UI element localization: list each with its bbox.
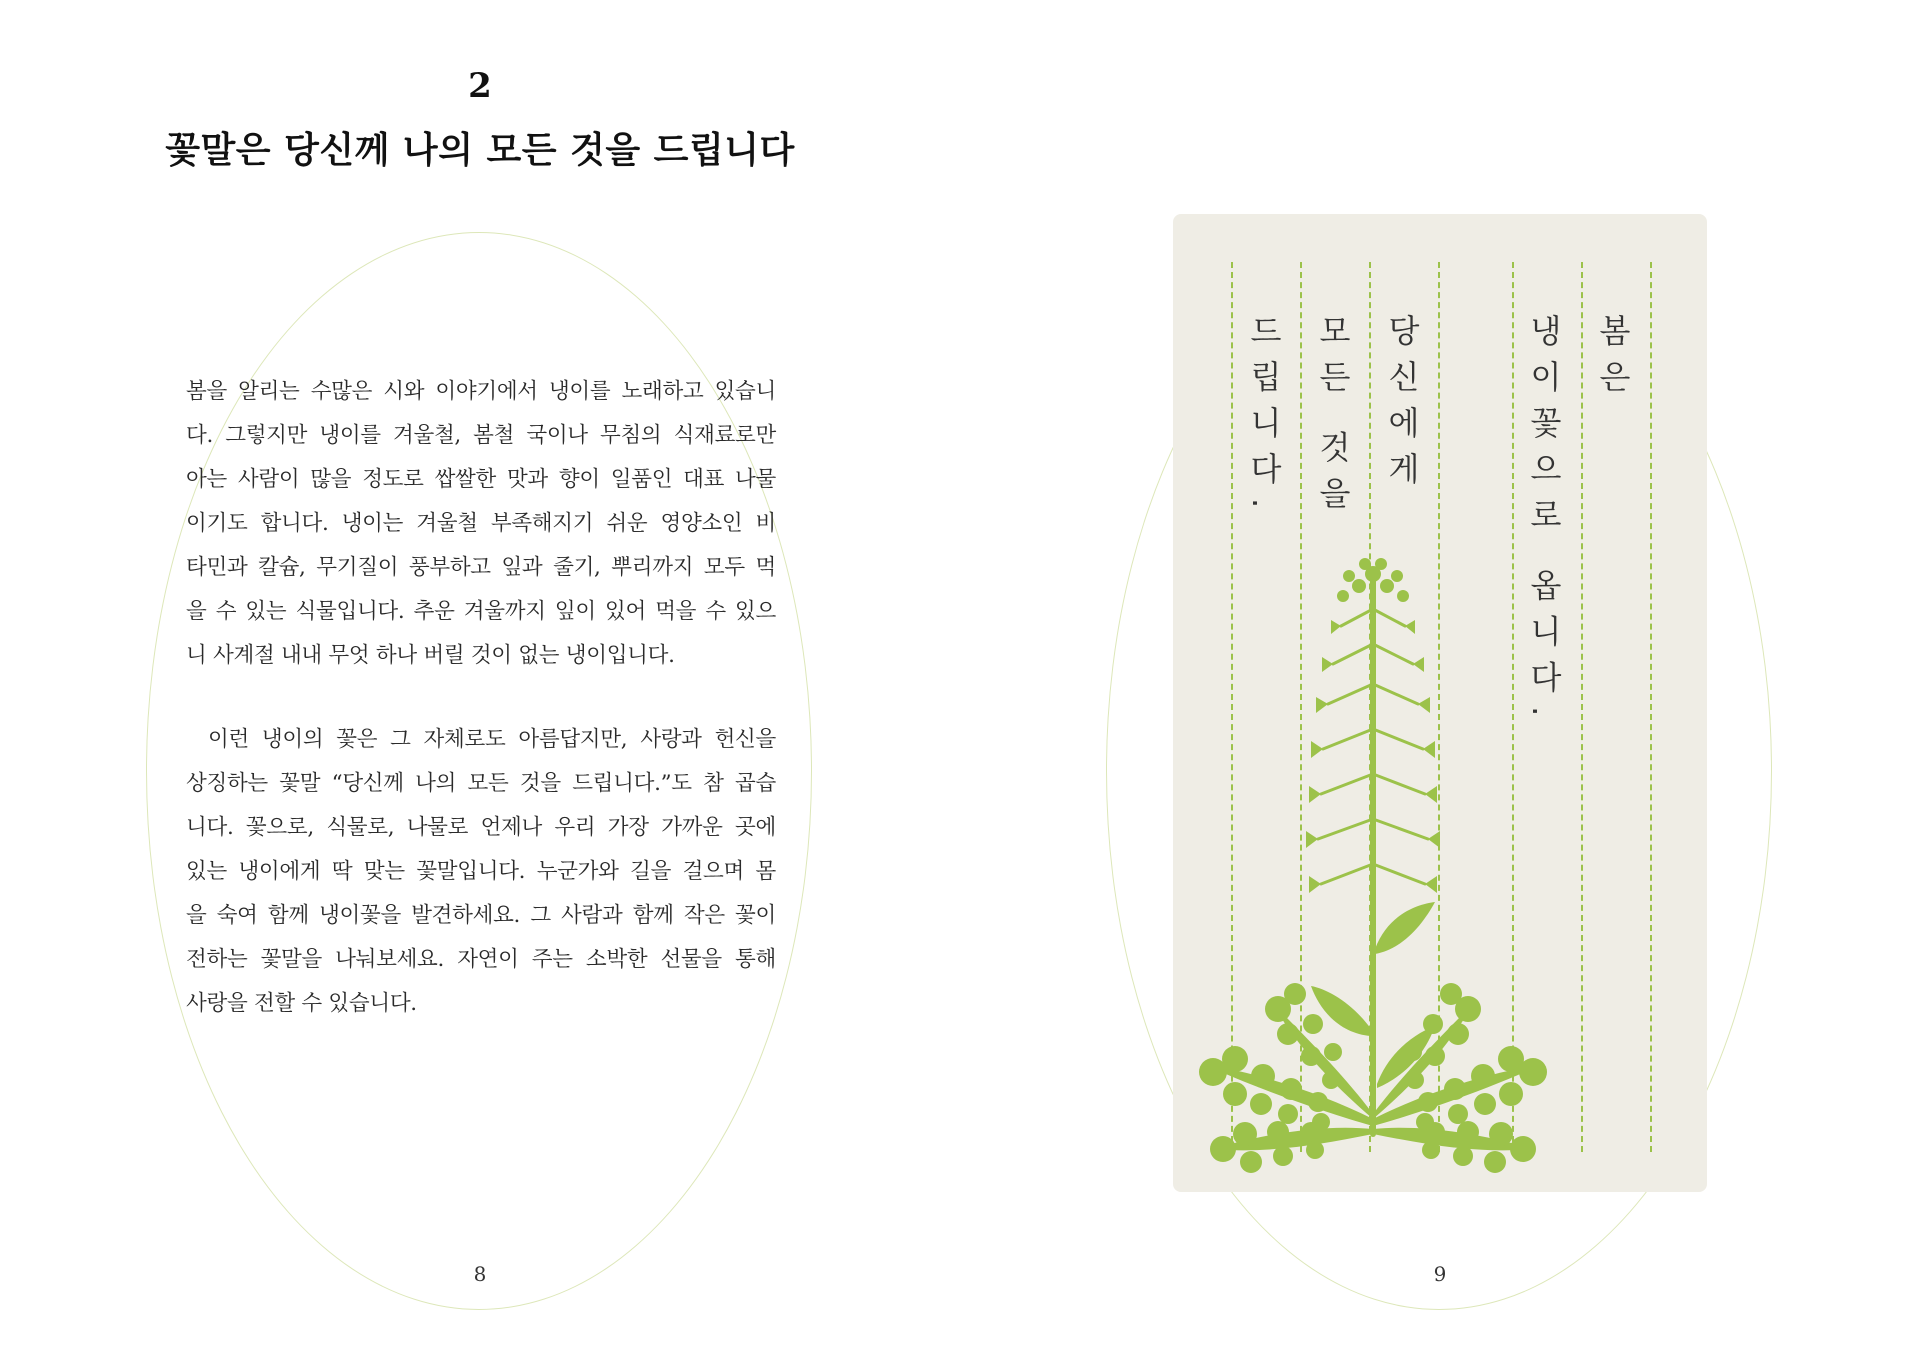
paragraph1-line: 봄을 알리는 수많은 시와 이야기에서 냉이를 노래하고 있습니 xyxy=(186,379,776,404)
paragraph2-line: 을 숙여 함께 냉이꽃을 발견하세요. 그 사람과 함께 작은 꽃이 xyxy=(186,903,776,928)
paragraph1-line: 을 수 있는 식물입니다. 추운 겨울까지 잎이 있어 먹을 수 있으 xyxy=(186,599,776,624)
poem-column-5: 드립니다. xyxy=(1245,314,1283,523)
body-text xyxy=(186,370,776,1026)
chapter-title: 꽃말은 당신께 나의 모든 것을 드립니다 xyxy=(165,129,795,171)
paragraph2-line: 사랑을 전할 수 있습니다. xyxy=(186,991,417,1016)
paragraph1-line: 다. 그렇지만 냉이를 겨울철, 봄철 국이나 무침의 식재료로만 xyxy=(186,423,776,448)
poem-column-1: 봄은 xyxy=(1594,314,1632,406)
paragraph1-line: 타민과 칼슘, 무기질이 풍부하고 잎과 줄기, 뿌리까지 모두 먹 xyxy=(186,555,776,580)
poem-column-3: 당신에게 xyxy=(1383,314,1421,498)
poem-column-2: 냉이꽃으로 옵니다. xyxy=(1525,314,1563,731)
page-number: 9 xyxy=(1433,1262,1447,1286)
paragraph-gap xyxy=(186,678,776,718)
page-number: 8 xyxy=(473,1262,487,1286)
paragraph1-line: 니 사계절 내내 무엇 하나 버릴 것이 없는 냉이입니다. xyxy=(186,643,675,668)
paragraph1-line: 아는 사람이 많을 정도로 쌉쌀한 맛과 향이 일품인 대표 나물 xyxy=(186,467,776,492)
illustration-card xyxy=(1173,214,1707,1192)
paragraph2-line: 상징하는 꽃말 “당신께 나의 모든 것을 드립니다.”도 참 곱습 xyxy=(186,771,776,796)
paragraph2-line: 있는 냉이에게 딱 맞는 꽃말입니다. 누군가와 길을 걸으며 몸 xyxy=(186,859,776,884)
paragraph2-line: 전하는 꽃말을 나눠보세요. 자연이 주는 소박한 선물을 통해 xyxy=(186,947,776,972)
poem-column-4: 모든 것을 xyxy=(1314,314,1352,523)
paragraph1-line: 이기도 합니다. 냉이는 겨울철 부족해지기 쉬운 영양소인 비 xyxy=(186,511,776,536)
paragraph2-line: 니다. 꽃으로, 식물로, 나물로 언제나 우리 가장 가까운 곳에 xyxy=(186,815,776,840)
chapter-number: 2 xyxy=(468,66,492,106)
shepherds-purse-illustration xyxy=(1173,214,1707,1192)
paragraph2-line: 이런 냉이의 꽃은 그 자체로도 아름답지만, 사랑과 헌신을 xyxy=(208,727,776,752)
